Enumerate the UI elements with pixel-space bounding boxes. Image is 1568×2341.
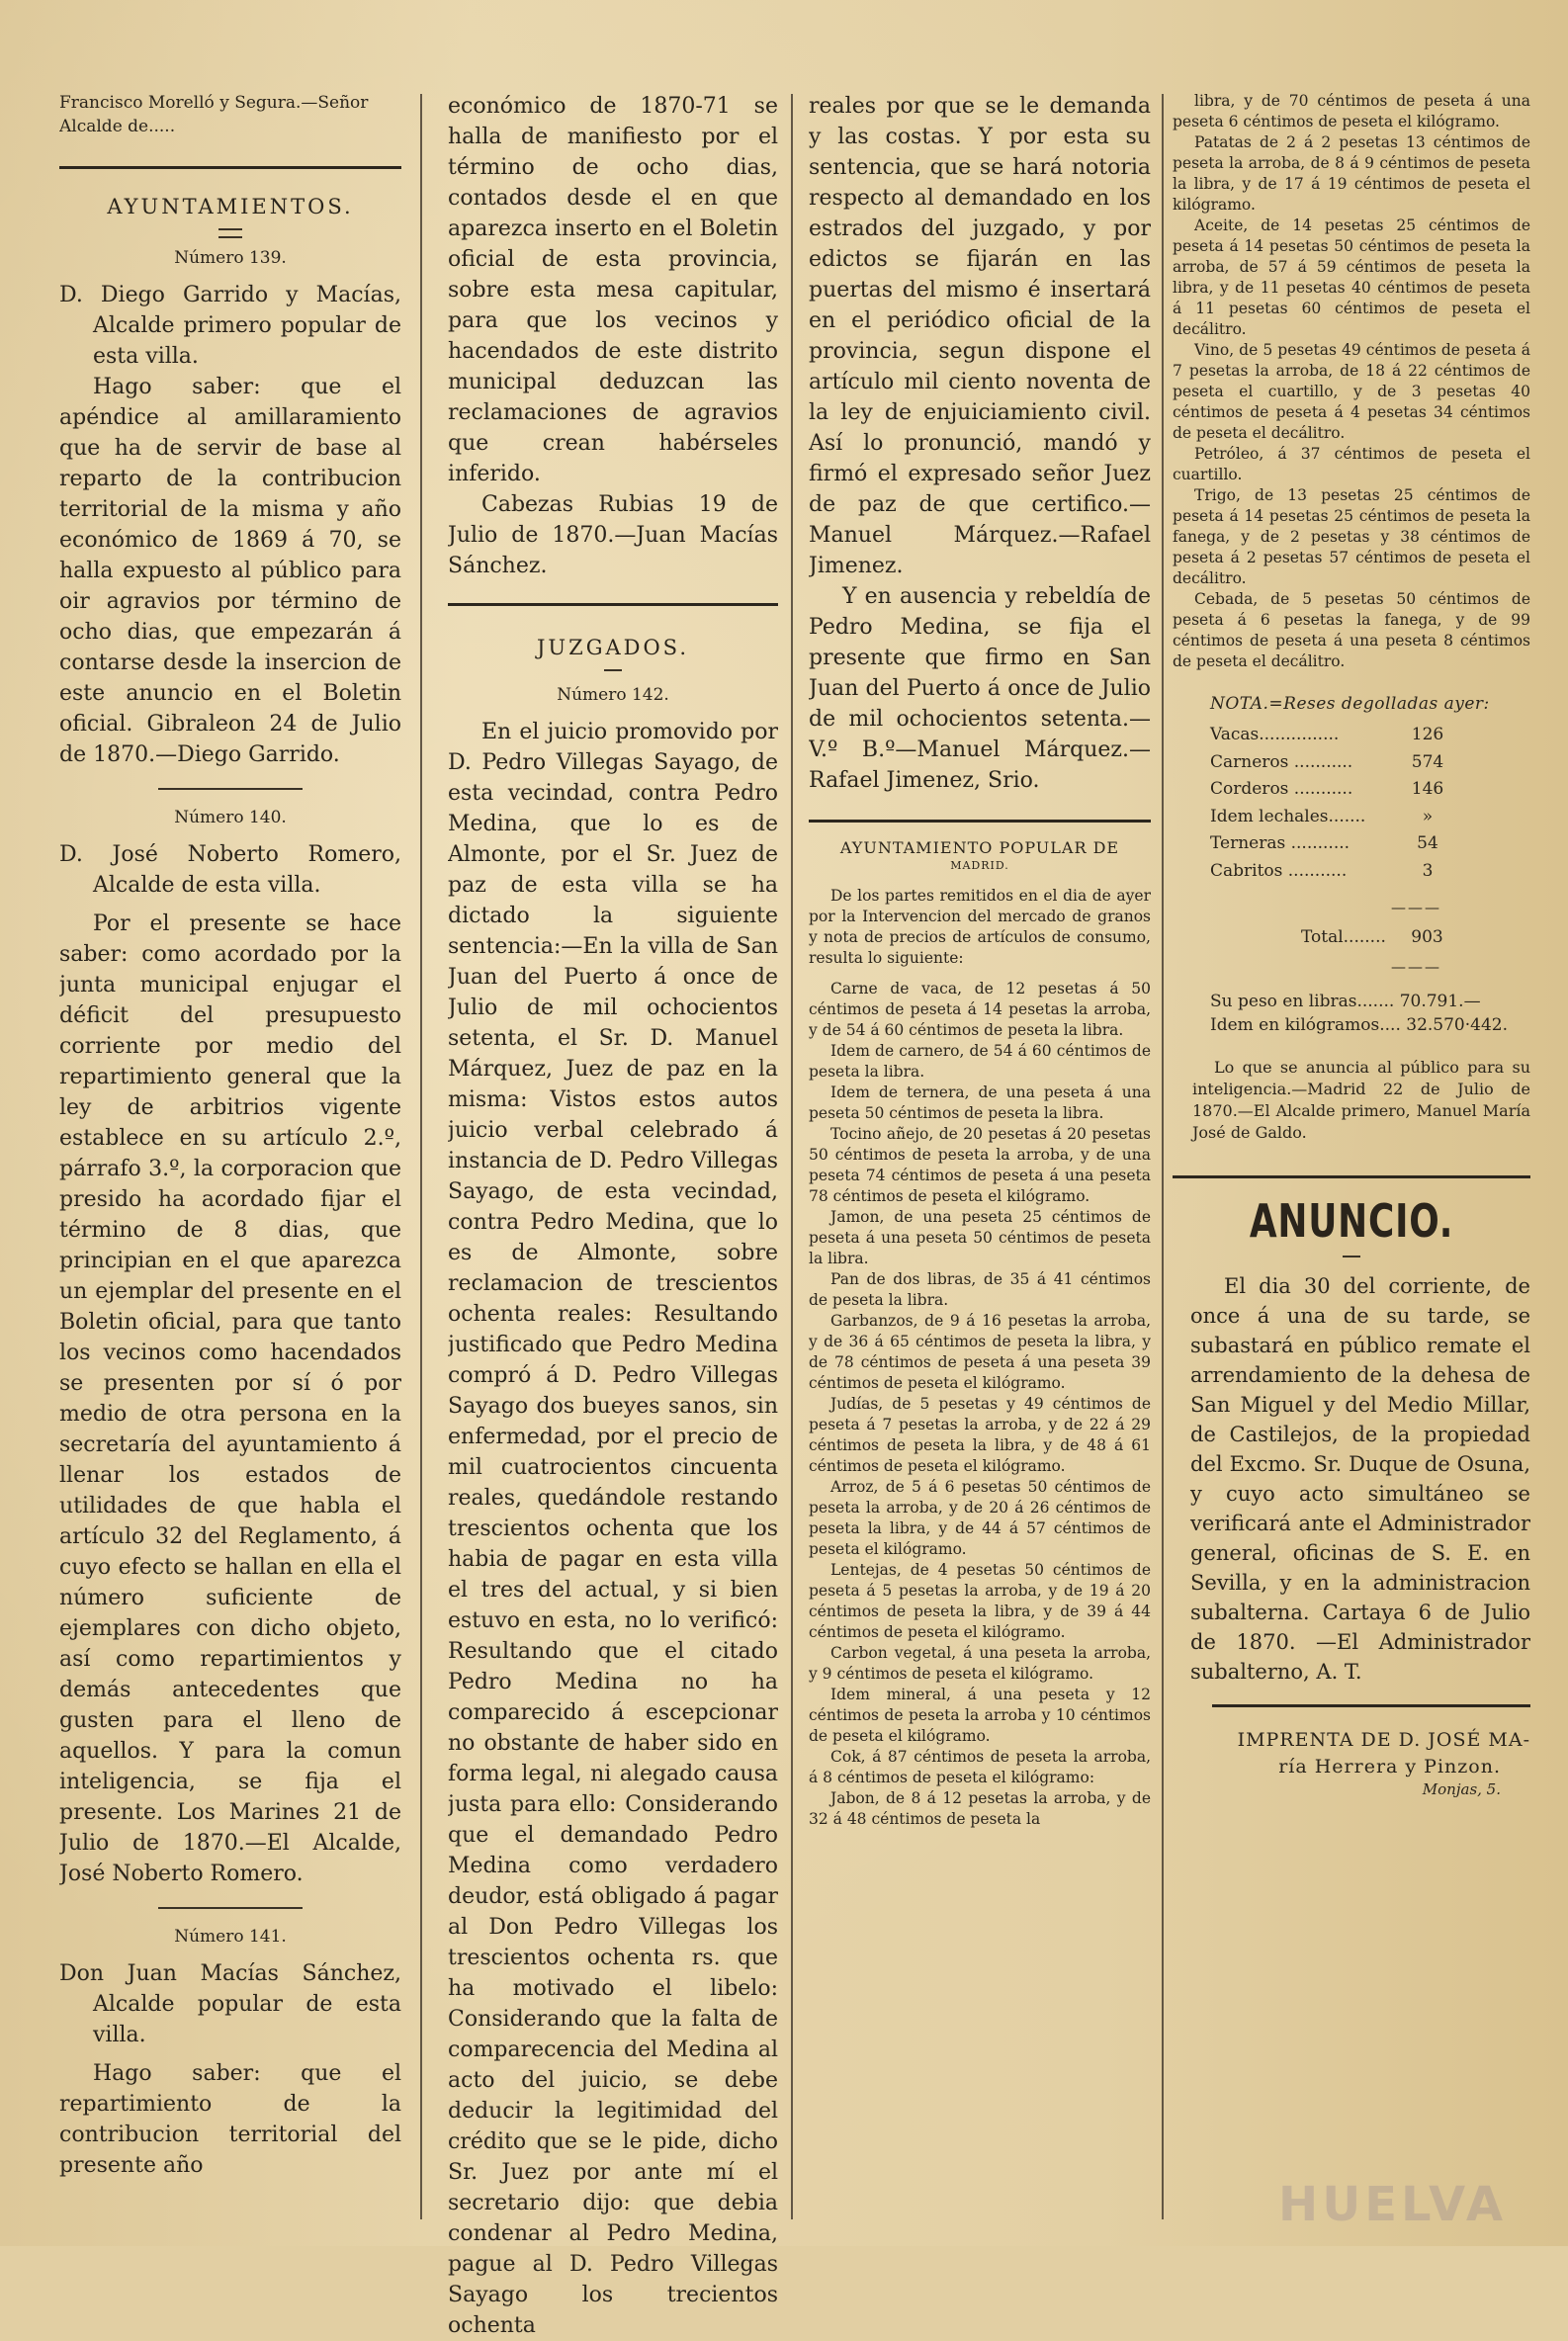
- madrid-heading: AYUNTAMIENTO POPULAR DE: [839, 838, 1120, 857]
- price-item: Petróleo, á 37 céntimos de peseta el cuartillo.: [1173, 445, 1530, 483]
- section-divider: [59, 166, 401, 169]
- notice-142-continuation: reales por que se le demanda y las costas. Y por esta su sentencia, que se hará notoria respecto al demandado en los estrados del juzgado, y por edictos se fijarán en las puertas del mismo é insertará en el periódico oficial de la provincia, segun dispone el artículo mil ciento noventa de la ley de enjuiciamiento civil. Así lo pronunció, mandó y firmó el expresado señor Juez de paz de que certifico.—Manuel Márquez.—Rafael Jimenez.: [809, 94, 1151, 578]
- library-watermark: HUELVA: [1278, 2177, 1507, 2232]
- price-item: Jamon, de una peseta 25 céntimos de peseta á una peseta 50 céntimos de peseta la libra.: [809, 1208, 1151, 1267]
- price-item: Vino, de 5 pesetas 49 céntimos de peseta á 7 pesetas la arroba, de 18 á 22 céntimos de peseta el cuartillo, y de 3 pesetas 40 céntimos de peseta á 4 pesetas 34 céntimos de peseta el decálitro.: [1173, 341, 1530, 442]
- livestock-row: [1173, 858, 1530, 886]
- livestock-label: Idem lechales.......: [1210, 806, 1366, 826]
- heading-mark: [604, 669, 622, 671]
- section-divider: [448, 603, 778, 606]
- column-rule-1: [420, 94, 422, 2219]
- price-item: Cok, á 87 céntimos de peseta la arroba, á 8 céntimos de peseta el kilógramo:: [809, 1748, 1151, 1786]
- livestock-value: 54: [1417, 833, 1438, 853]
- notice-141-body: Hago saber: que el repartimiento de la contribucion territorial del presente año: [59, 2061, 401, 2178]
- section-divider: [1173, 1175, 1530, 1178]
- price-item: Idem mineral, á una peseta y 12 céntimos de peseta la arroba y 10 céntimos de peseta el kilógramo.: [809, 1686, 1151, 1745]
- column-1: [59, 91, 401, 2181]
- printer-line-1: IMPRENTA DE D. JOSÉ MA-: [1237, 1729, 1530, 1751]
- notice-140-header: D. José Noberto Romero, Alcalde de esta villa.: [59, 842, 401, 898]
- notice-number-141: Número 141.: [174, 1927, 287, 1947]
- column-2: [448, 91, 778, 2341]
- price-list-continued: [1173, 91, 1530, 672]
- section-divider: [809, 820, 1151, 823]
- weight-libras: Su peso en libras....... 70.791.—: [1210, 992, 1481, 1011]
- livestock-value: 126: [1411, 725, 1444, 744]
- section-heading-ayuntamientos: AYUNTAMIENTOS.: [107, 195, 354, 218]
- price-item: Idem de carnero, de 54 á 60 céntimos de peseta la libra.: [809, 1042, 1151, 1081]
- madrid-closing: Lo que se anuncia al público para su inteligencia.—Madrid 22 de Julio de 1870.—El Alcalde primero, Manuel María José de Galdo.: [1192, 1058, 1530, 1142]
- heading-mark: [1343, 1256, 1360, 1257]
- column-rule-2: [791, 94, 793, 2219]
- column-rule-3: [1162, 94, 1164, 2219]
- livestock-value: 146: [1411, 779, 1444, 799]
- notice-number-140: Número 140.: [174, 808, 287, 827]
- notice-141-continuation: económico de 1870-71 se halla de manifiesto por el término de ocho dias, contados desde el en que aparezca inserto en el Boletin oficial de esta provincia, sobre esta mesa capitular, para que los vecinos y hacendados de este distrito municipal deduzcan las reclamaciones de agravios que crean habérseles inferido.: [448, 94, 778, 486]
- printer-line-2: ría Herrera y Pinzon.: [1278, 1756, 1501, 1777]
- livestock-value: 3: [1422, 860, 1434, 881]
- heading-mark: [218, 228, 242, 238]
- notice-141-signature: Cabezas Rubias 19 de Julio de 1870.—Juan Macías Sánchez.: [448, 492, 778, 578]
- price-item: Idem de ternera, de una peseta á una peseta 50 céntimos de peseta la libra.: [809, 1084, 1151, 1122]
- price-item: Aceite, de 14 pesetas 25 céntimos de peseta á 14 pesetas 50 céntimos de peseta la arroba, de 57 á 59 céntimos de peseta la libra, y de 11 pesetas 40 céntimos de peseta á 11 pesetas 60 céntimos de peseta el decálitro.: [1173, 217, 1530, 338]
- total-row: [1173, 922, 1530, 952]
- section-divider: [1212, 1704, 1530, 1707]
- price-item: libra, y de 70 céntimos de peseta á una peseta 6 céntimos de peseta el kilógramo.: [1173, 92, 1530, 130]
- livestock-label: Terneras ...........: [1210, 833, 1350, 853]
- notice-divider: [158, 788, 302, 790]
- notice-142-body: En el juicio promovido por D. Pedro Villegas Sayago, de esta vecindad, contra Pedro Medina, que lo es de Almonte, por el Sr. Juez de paz de esta villa se ha dictado la siguiente sentencia:—En la villa de San Juan del Puerto á once de Julio de mil ochocientos setenta, el Sr. D. Manuel Márquez, Juez de paz en la misma: Vistos estos autos juicio verbal celebrado á instancia de D. Pedro Villegas Sayago, de esta vecindad, contra Pedro Medina, que lo es de Almonte, sobre reclamacion de trescientos ochenta reales: Resultando justificado que Pedro Medina compró á D. Pedro Villegas Sayago dos bueyes sanos, sin enfermedad, por el precio de mil cuatrocientos cincuenta reales, quedándole restando trescientos ochenta que los habia de pagar en esta villa el tres del actual, y si bien estuvo en esta, no lo verificó: Resultando que el citado Pedro Medina no ha comparecido á escepcionar no obstante de haber sido en forma legal, ni alegado causa justa para ello: Considerando que el demandado Pedro Medina como verdadero deudor, está obligado á pagar al Don Pedro Villegas los trescientos ochenta rs. que ha motivado el libelo: Considerando que la falta de comparecencia del Medina al acto del juicio, se debe deducir la legitimidad del crédito que se le pide, dicho Sr. Juez por ante mí el secretario dijo: que debia condenar al Pedro Medina, pague al D. Pedro Villegas Sayago los trecientos ochenta: [448, 720, 778, 2338]
- livestock-table: [1173, 722, 1530, 885]
- livestock-value: »: [1422, 806, 1434, 826]
- livestock-label: Corderos ...........: [1210, 779, 1353, 799]
- anuncio-heading: ANUNCIO.: [1249, 1194, 1454, 1248]
- price-list: [809, 979, 1151, 1830]
- price-item: Carbon vegetal, á una peseta la arroba, y 9 céntimos de peseta el kilógramo.: [809, 1644, 1151, 1683]
- notice-141-header: Don Juan Macías Sánchez, Alcalde popular de esta villa.: [59, 1961, 401, 2047]
- price-item: Judías, de 5 pesetas y 49 céntimos de peseta á 7 pesetas la arroba, y de 22 á 29 céntimos de peseta la libra, y de 48 á 61 céntimos de peseta el kilógramo.: [809, 1395, 1151, 1475]
- price-item: Patatas de 2 á 2 pesetas 13 céntimos de peseta la arroba, de 8 á 9 céntimos de peseta la libra, y de 17 á 19 céntimos de peseta el kilógramo.: [1173, 133, 1530, 214]
- notice-139-header: D. Diego Garrido y Macías, Alcalde primero popular de esta villa.: [59, 283, 401, 369]
- price-item: Tocino añejo, de 20 pesetas á 20 pesetas 50 céntimos de peseta la arroba, y de una peseta 74 céntimos de peseta á una peseta 78 céntimos de peseta el kilógramo.: [809, 1125, 1151, 1205]
- total-value: 903: [1411, 927, 1443, 947]
- carryover-text: Francisco Morelló y Segura.—Señor Alcalde de.....: [59, 93, 369, 136]
- price-item: Lentejas, de 4 pesetas 50 céntimos de peseta á 5 pesetas la arroba, y de 19 á 20 céntimos de peseta la libra, y de 39 á 44 céntimos de peseta el kilógramo.: [809, 1561, 1151, 1641]
- price-item: Garbanzos, de 9 á 16 pesetas la arroba, y de 36 á 65 céntimos de peseta la libra, y de 78 céntimos de peseta á una peseta 39 céntimos de peseta el kilógramo.: [809, 1312, 1151, 1392]
- livestock-label: Carneros ...........: [1210, 751, 1353, 772]
- livestock-row: [1173, 804, 1530, 831]
- total-dashes: ———: [1391, 899, 1441, 916]
- price-item: Cebada, de 5 pesetas 50 céntimos de peseta á 6 pesetas la fanega, y de 99 céntimos de peseta á una peseta 8 céntimos de peseta el decálitro.: [1173, 590, 1530, 670]
- market-intro: De los partes remitidos en el dia de ayer por la Intervencion del mercado de granos y nota de precios de artículos de consumo, resulta lo siguiente:: [809, 887, 1151, 967]
- livestock-row: [1173, 830, 1530, 858]
- livestock-row: [1173, 722, 1530, 749]
- notice-142-edict: Y en ausencia y rebeldía de Pedro Medina, se fija el presente que firmo en San Juan del Puerto á once de Julio de mil ochocientos setenta.—V.º B.º—Manuel Márquez.—Rafael Jimenez, Srio.: [809, 584, 1151, 793]
- price-item: Carne de vaca, de 12 pesetas á 50 céntimos de peseta á 14 pesetas la arroba, y de 54 á 60 céntimos de peseta la libra.: [809, 980, 1151, 1039]
- notice-number-142: Número 142.: [557, 685, 669, 705]
- price-item: Jabon, de 8 á 12 pesetas la arroba, y de 32 á 48 céntimos de peseta la: [809, 1789, 1151, 1828]
- livestock-row: [1173, 776, 1530, 804]
- price-item: Arroz, de 5 á 6 pesetas 50 céntimos de peseta la arroba, y de 20 á 26 céntimos de peseta la libra, y de 44 á 57 céntimos de peseta el kilógramo.: [809, 1478, 1151, 1558]
- livestock-row: [1173, 749, 1530, 777]
- total-dashes-2: ———: [1391, 958, 1441, 976]
- price-item: Trigo, de 13 pesetas 25 céntimos de peseta á 14 pesetas 25 céntimos de peseta la fanega, y de 2 pesetas y 38 céntimos de peseta á 2 pesetas 57 céntimos de peseta el decálitro.: [1173, 486, 1530, 587]
- column-4: [1173, 91, 1530, 1798]
- section-heading-juzgados: JUZGADOS.: [536, 636, 689, 659]
- column-3: [809, 91, 1151, 1830]
- madrid-subheading: MADRID.: [950, 859, 1009, 872]
- notice-divider: [158, 1907, 302, 1909]
- price-item: Pan de dos libras, de 35 á 41 céntimos de peseta la libra.: [809, 1270, 1151, 1309]
- notice-number-139: Número 139.: [174, 248, 287, 268]
- weight-kilograms: Idem en kilógramos.... 32.570·442.: [1210, 1015, 1508, 1035]
- livestock-value: 574: [1411, 751, 1444, 772]
- nota-heading: NOTA.=Reses degolladas ayer:: [1210, 694, 1490, 714]
- printer-address: Monjas, 5.: [1422, 1780, 1501, 1798]
- anuncio-body: El dia 30 del corriente, de once á una de su tarde, se subastará en público remate el arrendamiento de la dehesa de San Miguel y del Medio Millar, de Castilejos, de la propiedad del Excmo. Sr. Duque de Osuna, y cuyo acto simultáneo se verificará ante el Administrador general, oficinas de S. E. en Sevilla, y en la administracion subalterna. Cartaya 6 de Julio de 1870. —El Administrador subalterno, A. T.: [1190, 1274, 1530, 1684]
- notice-139-body: Hago saber: que el apéndice al amillaramiento que ha de servir de base al reparto de la contribucion territorial de la misma y año económico de 1869 á 70, se halla expuesto al público para oir agravios por término de ocho dias, que empezarán á contarse desde la insercion de este anuncio en el Boletin oficial. Gibraleon 24 de Julio de 1870.—Diego Garrido.: [59, 375, 401, 767]
- notice-140-body: Por el presente se hace saber: como acordado por la junta municipal enjugar el déficit del presupuesto corriente por medio del repartimiento general que la ley de arbitrios vigente establece en su artículo 2.º, párrafo 3.º, la corporacion que presido ha acordado fijar el término de 8 dias, que principian en el que aparezca un ejemplar del presente en el Boletin oficial, para que tanto los vecinos como hacendados se presenten por sí ó por medio de otra persona en la secretaría del ayuntamiento á llenar los estados de utilidades de que habla el artículo 32 del Reglamento, á cuyo efecto se hallan en ella el número suficiente de ejemplares con dicho objeto, así como repartimientos y demás antecedentes que gusten para el lleno de aquellos. Y para la comun inteligencia, se fija el presente. Los Marines 21 de Julio de 1870.—El Alcalde, José Noberto Romero.: [59, 911, 401, 1886]
- livestock-label: Vacas...............: [1210, 725, 1340, 744]
- livestock-label: Cabritos ...........: [1210, 860, 1348, 881]
- total-label: Total........: [1301, 927, 1386, 947]
